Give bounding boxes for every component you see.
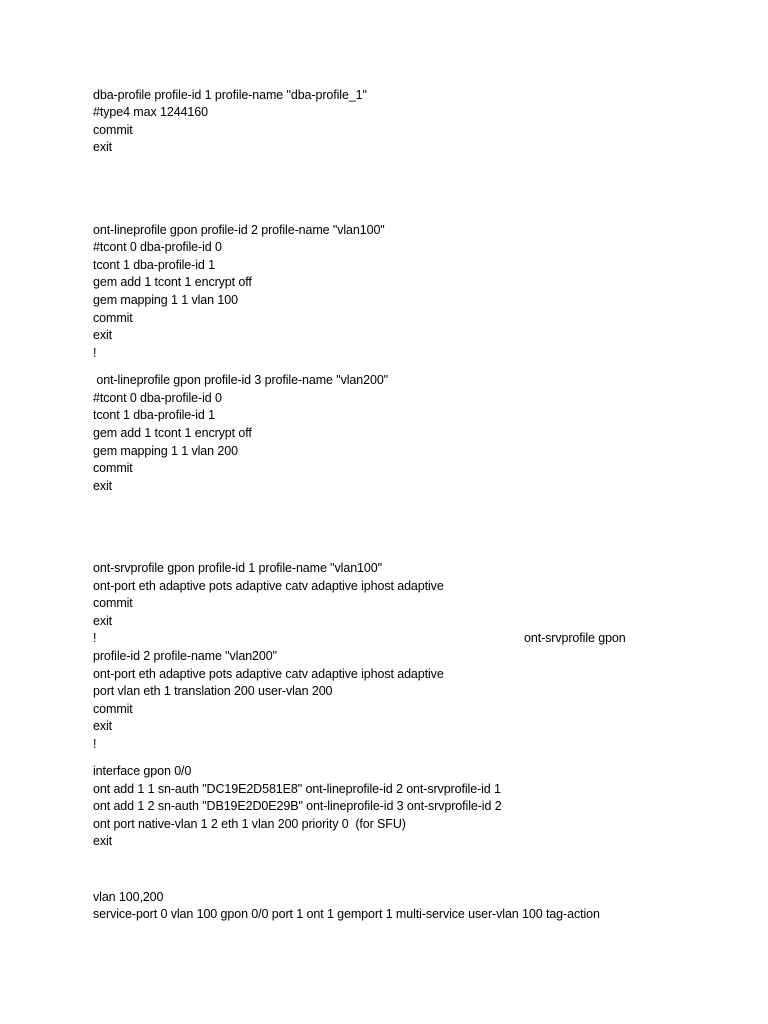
text-line: ont-lineprofile gpon profile-id 3 profile-name "vlan200" xyxy=(93,373,389,387)
text-line: #type4 max 1244160 xyxy=(93,105,208,119)
text-line: commit xyxy=(93,461,133,475)
text-line: ont-lineprofile gpon profile-id 2 profile-name "vlan100" xyxy=(93,223,385,237)
text-line: vlan 100,200 xyxy=(93,890,164,904)
text-line: profile-id 2 profile-name "vlan200" xyxy=(93,649,277,663)
text-line: port vlan eth 1 translation 200 user-vlan 200 xyxy=(93,684,333,698)
text-line: exit xyxy=(93,479,113,493)
text-line: gem mapping 1 1 vlan 100 xyxy=(93,293,238,307)
text-line: gem add 1 tcont 1 encrypt off xyxy=(93,275,252,289)
text-line: service-port 0 vlan 100 gpon 0/0 port 1 ont 1 gemport 1 multi-service user-vlan 100 tag-action xyxy=(93,907,600,921)
text-line: ! xyxy=(93,737,97,751)
text-line: ! xyxy=(93,346,97,360)
text-line: ont-port eth adaptive pots adaptive catv adaptive iphost adaptive xyxy=(93,667,444,681)
text-line: commit xyxy=(93,596,133,610)
text-line: #tcont 0 dba-profile-id 0 xyxy=(93,240,222,254)
text-line: tcont 1 dba-profile-id 1 xyxy=(93,258,215,272)
text-line: ont-port eth adaptive pots adaptive catv adaptive iphost adaptive xyxy=(93,579,444,593)
text-line: exit xyxy=(93,834,113,848)
text-line: dba-profile profile-id 1 profile-name "dba-profile_1" xyxy=(93,88,367,102)
text-line: ont port native-vlan 1 2 eth 1 vlan 200 priority 0 (for SFU) xyxy=(93,817,406,831)
text-line: exit xyxy=(93,614,113,628)
text-line: ont-srvprofile gpon profile-id 1 profile-name "vlan100" xyxy=(93,561,382,575)
text-line: commit xyxy=(93,702,133,716)
text-line: exit xyxy=(93,328,113,342)
text-line: interface gpon 0/0 xyxy=(93,764,192,778)
text-line: ont add 1 2 sn-auth "DB19E2D0E29B" ont-lineprofile-id 3 ont-srvprofile-id 2 xyxy=(93,799,502,813)
text-line: commit xyxy=(93,311,133,325)
text-line: ont-srvprofile gpon xyxy=(524,631,626,645)
text-line: #tcont 0 dba-profile-id 0 xyxy=(93,391,222,405)
text-line: commit xyxy=(93,123,133,137)
text-line: ! xyxy=(93,631,97,645)
text-line: ont add 1 1 sn-auth "DC19E2D581E8" ont-lineprofile-id 2 ont-srvprofile-id 1 xyxy=(93,782,501,796)
text-line: tcont 1 dba-profile-id 1 xyxy=(93,408,215,422)
text-line: gem add 1 tcont 1 encrypt off xyxy=(93,426,252,440)
text-line: exit xyxy=(93,140,113,154)
text-line: exit xyxy=(93,719,113,733)
text-line: gem mapping 1 1 vlan 200 xyxy=(93,444,238,458)
